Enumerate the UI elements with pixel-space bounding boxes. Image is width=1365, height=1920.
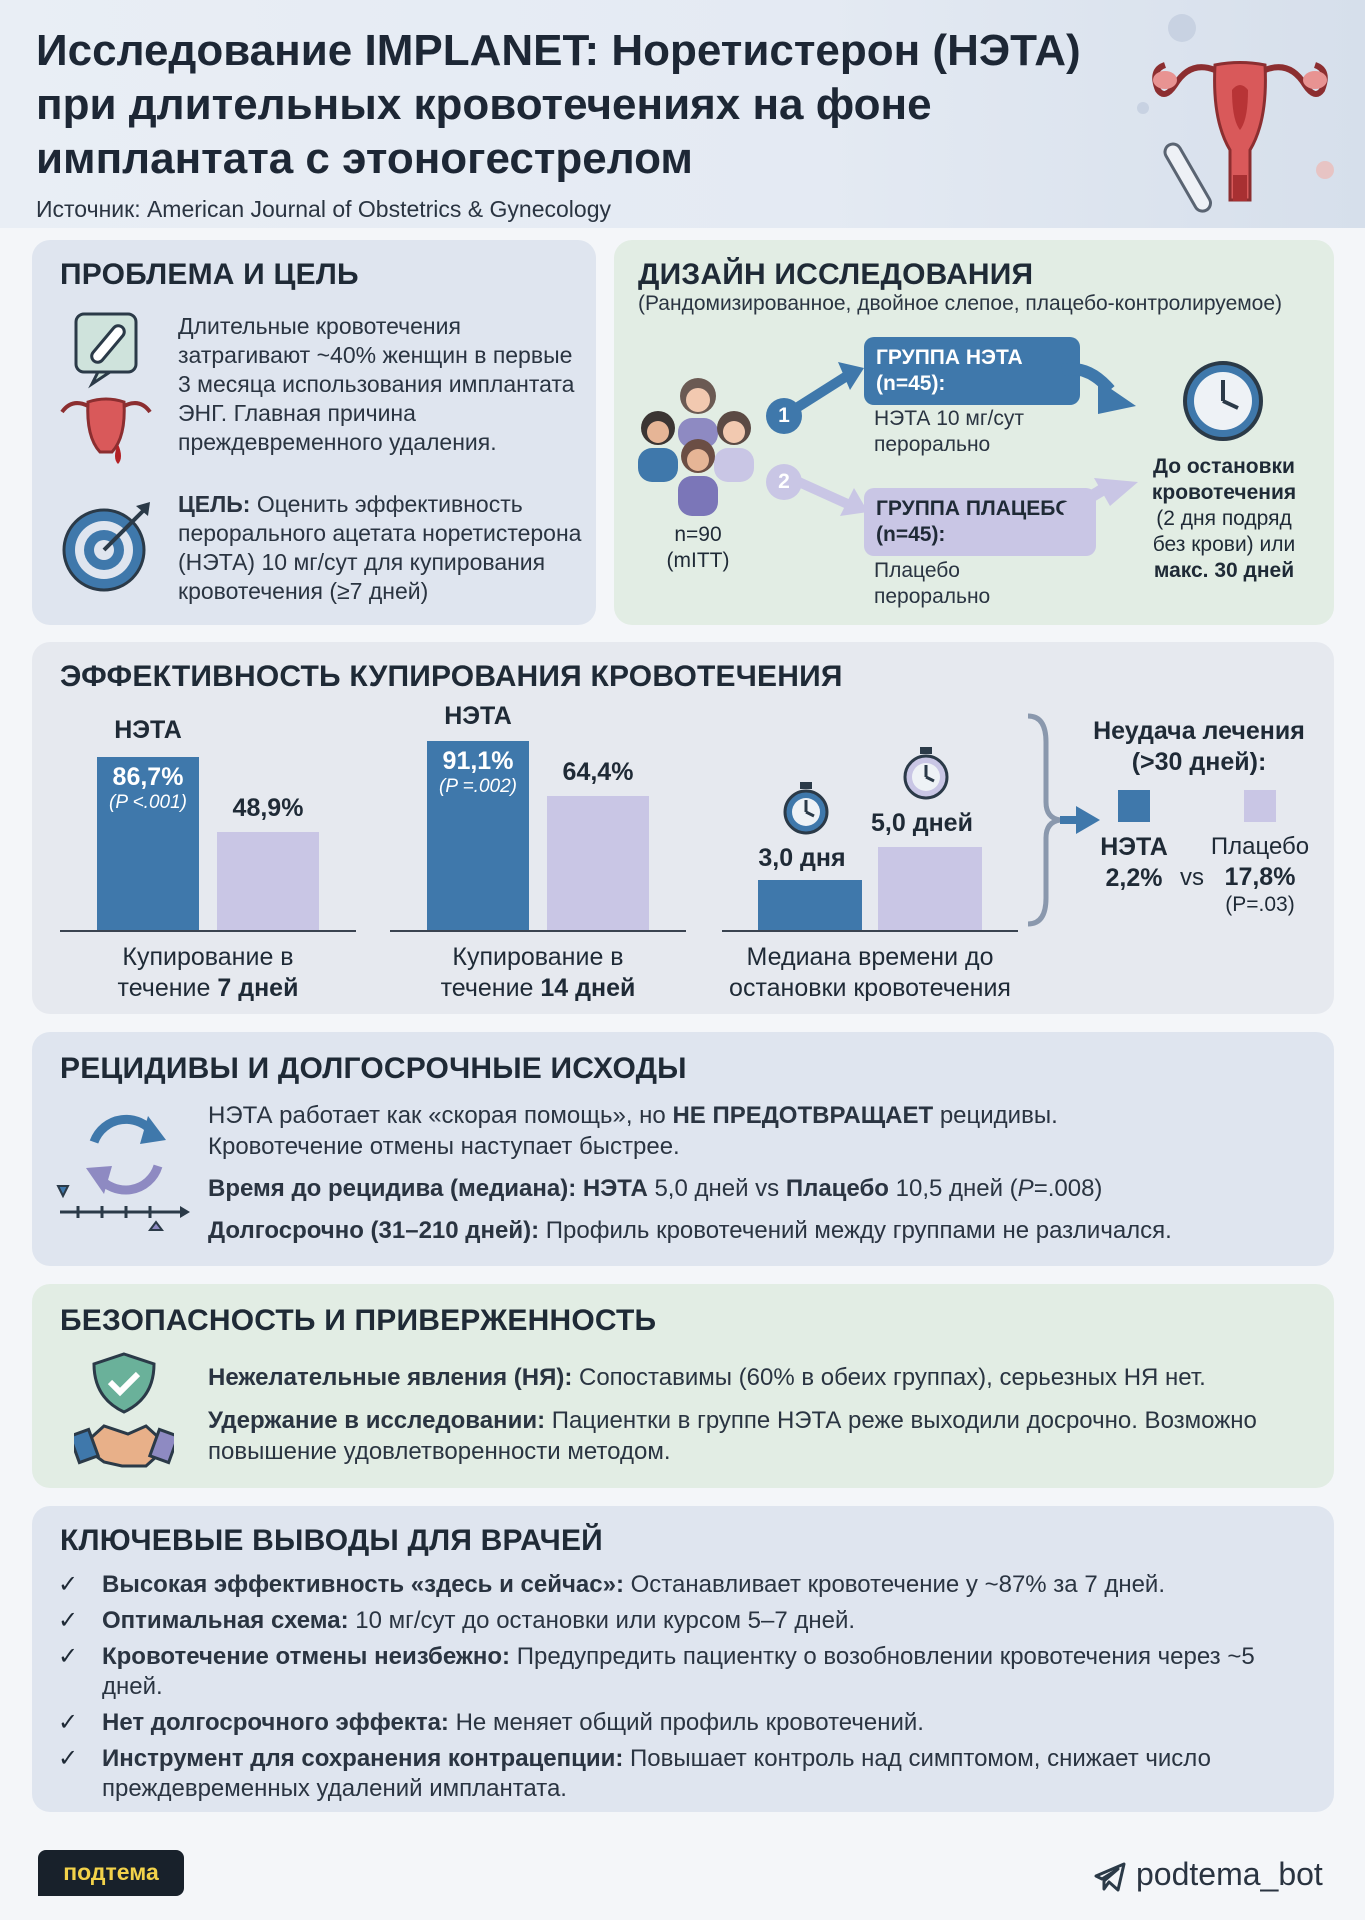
chart2-placebo-value: 64,4%: [562, 758, 634, 787]
conclusion-item: ✓ Инструмент для сохранения контрацепции: Повышает контроль над симптомом, снижает число преждевременных удалений имплантата.: [58, 1745, 1211, 1802]
conclusion-item: ✓ Высокая эффективность «здесь и сейчас»: Останавливает кровотечение у ~87% за 7 дней.: [58, 1571, 1166, 1598]
tablet-uterus-icon: [58, 312, 158, 472]
sample-size: n=90 (mITT): [666, 523, 730, 572]
women-group-icon: [632, 370, 762, 518]
relapse-heading: РЕЦИДИВЫ И ДОЛГОСРОЧНЫЕ ИСХОДЫ: [60, 1052, 687, 1085]
chart1-placebo-value: 48,9%: [232, 794, 304, 823]
design-subheading: (Рандомизированное, двойное слепое, плацебо-контролируемое): [638, 292, 1283, 315]
arm-1-number: 1: [766, 398, 802, 434]
chart3-placebo-bar: [878, 847, 982, 930]
source-citation: Источник: American Journal of Obstetrics & Gynecology: [36, 196, 611, 222]
stopwatch-neta-icon: [782, 782, 830, 836]
chart1-neta-label: НЭТА: [114, 716, 182, 744]
page-title: Исследование IMPLANET: Норетистерон (НЭТА) при длительных кровотечениях на фоне имплантата с этоногестрелом: [36, 26, 1081, 183]
relapse-text: НЭТА работает как «скорая помощь», но НЕ ПРЕДОТВРАЩАЕТ рецидивы. Кровотечение отмены наступает быстрее. Время до рецидива (медиана): НЭТА 5,0 дней vs Плацебо 10,5 дней (P=.008) Долгосрочно (31–210 дней): Профиль кровотечений между группами не различался.: [208, 1102, 1172, 1244]
chart2-caption: Купирование в течение 14 дней: [440, 943, 636, 1002]
check-icon: ✓: [58, 1745, 79, 1772]
chart3-placebo-value: 5,0 дней: [871, 808, 973, 837]
safety-heading: БЕЗОПАСНОСТЬ И ПРИВЕРЖЕННОСТЬ: [60, 1304, 657, 1337]
check-icon: ✓: [58, 1643, 79, 1670]
telegram-icon: [1094, 1862, 1126, 1892]
goal-text: ЦЕЛЬ: Оценить эффективность перорального ацетата норетистерона (НЭТА) 10 мг/сут для купирования кровотечения (≥7 дней): [178, 491, 582, 604]
chart1-neta-value-label: 86,7% (P <.001): [109, 762, 187, 813]
to-endpoint-arrows: [1058, 350, 1144, 520]
chart-14-days: [390, 700, 686, 932]
chart-median-time: [722, 700, 1018, 932]
failure-neta-swatch: [1118, 790, 1150, 822]
group-neta-desc: НЭТА 10 мг/сут перорально: [874, 407, 1024, 456]
chart3-caption: Медиана времени до остановки кровотечения: [729, 943, 1011, 1002]
stopwatch-placebo-icon: [902, 747, 950, 801]
problem-heading: ПРОБЛЕМА И ЦЕЛЬ: [60, 258, 359, 291]
bot-handle[interactable]: podtema_bot: [1136, 1856, 1323, 1892]
failure-neta: НЭТА 2,2%: [1100, 833, 1168, 892]
recurrence-cycle-icon: [54, 1106, 194, 1236]
chart1-placebo-bar: [217, 832, 319, 930]
chart3-neta-value: 3,0 дня: [758, 844, 846, 872]
failure-title: Неудача лечения (>30 дней):: [1093, 717, 1305, 776]
check-icon: ✓: [58, 1607, 79, 1634]
failure-placebo: Плацебо 17,8% (P=.03): [1210, 833, 1310, 916]
conclusions-list: [58, 1570, 1298, 1810]
conclusion-item: ✓ Кровотечение отмены неизбежно: Предупредить пациентку о возобновлении кровотечения через ~5 дней.: [58, 1643, 1255, 1700]
conclusion-item: ✓ Нет долгосрочного эффекта: Не меняет общий профиль кровотечений.: [58, 1709, 924, 1736]
chart2-placebo-bar: [547, 796, 649, 930]
chart2-neta-label: НЭТА: [444, 702, 512, 730]
group-placebo-badge: ГРУППА ПЛАЦЕБО (n=45):: [864, 488, 1096, 556]
failure-vs: vs: [1180, 864, 1204, 891]
endpoint-text: До остановки кровотечения (2 дня подряд без крови) или макс. 30 дней: [1151, 455, 1297, 582]
failure-placebo-swatch: [1244, 790, 1276, 822]
check-icon: ✓: [58, 1709, 79, 1736]
problem-text: Длительные кровотечения затрагивают ~40% женщин в первые 3 месяца использования имплантата ЭНГ. Главная причина преждевременного удаления.: [178, 313, 575, 455]
chart-7-days: [60, 700, 356, 932]
clock-icon: [1180, 358, 1266, 444]
chart1-caption: Купирование в течение 7 дней: [117, 943, 299, 1002]
chart3-axis: [722, 930, 1018, 932]
target-icon: [60, 498, 156, 594]
group-neta-badge: ГРУППА НЭТА (n=45):: [864, 337, 1080, 405]
efficacy-heading: ЭФФЕКТИВНОСТЬ КУПИРОВАНИЯ КРОВОТЕЧЕНИЯ: [60, 660, 843, 693]
check-icon: ✓: [58, 1571, 79, 1598]
shield-handshake-icon: [74, 1350, 174, 1474]
safety-text: Нежелательные явления (НЯ): Сопоставимы (60% в обеих группах), серьезных НЯ нет. Удержание в исследовании: Пациентки в группе НЭТА реже выходили досрочно. Возможно повышение удовлетворенности методом.: [208, 1364, 1257, 1465]
uterus-illustration: [1120, 10, 1360, 225]
conclusion-item: ✓ Оптимальная схема: 10 мг/сут до остановки или курсом 5–7 дней.: [58, 1607, 856, 1634]
chart3-neta-bar: [758, 880, 862, 930]
podtema-logo: подтема: [38, 1850, 184, 1896]
chart2-neta-value-label: 91,1% (P =.002): [439, 746, 517, 797]
chart1-axis: [60, 930, 356, 932]
conclusions-heading: КЛЮЧЕВЫЕ ВЫВОДЫ ДЛЯ ВРАЧЕЙ: [60, 1524, 603, 1557]
group-placebo-desc: Плацебо перорально: [874, 559, 991, 608]
design-heading: ДИЗАЙН ИССЛЕДОВАНИЯ: [638, 258, 1034, 291]
chart2-axis: [390, 930, 686, 932]
arm-2-number: 2: [766, 464, 802, 500]
